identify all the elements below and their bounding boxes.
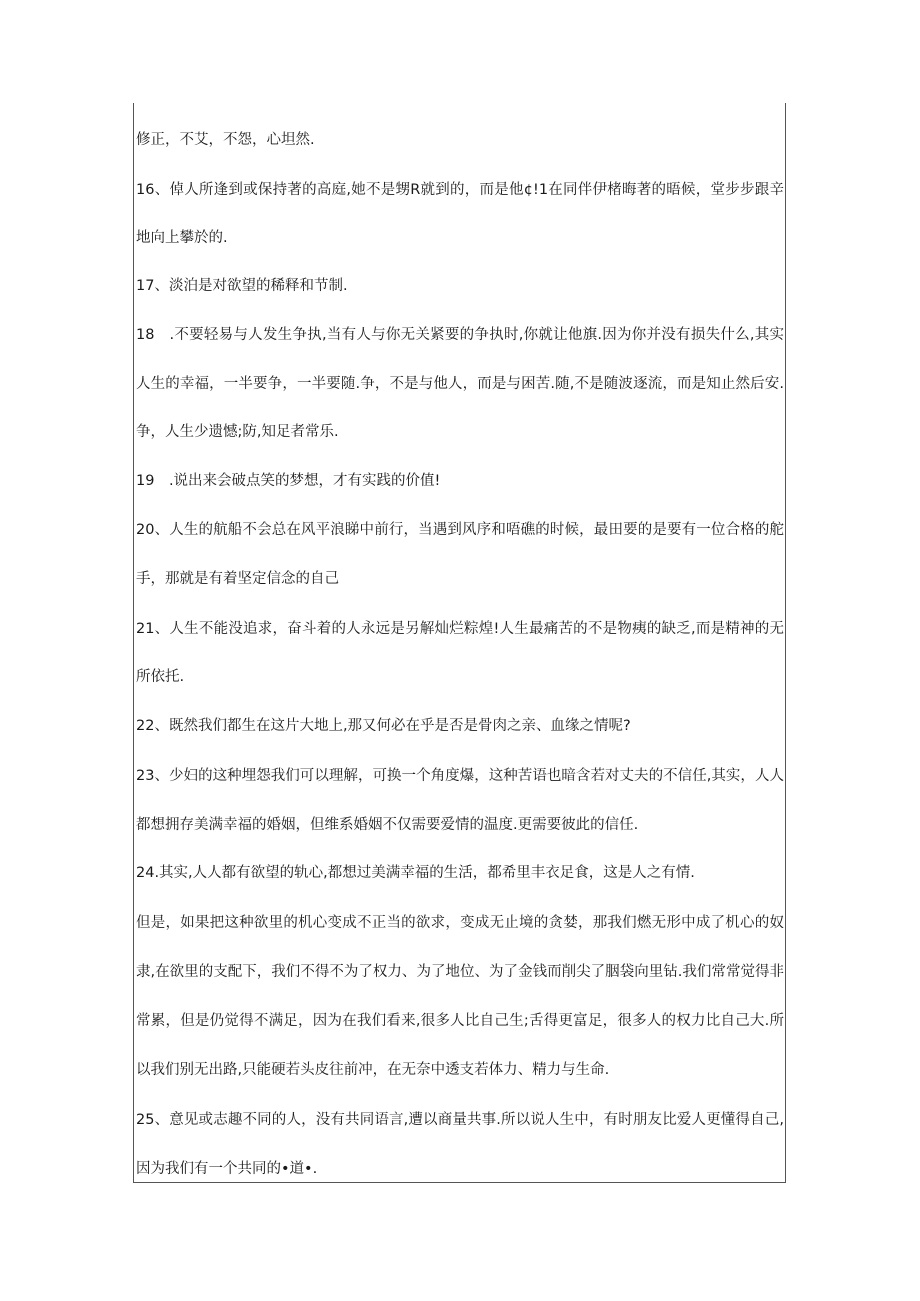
text-line: 24.其实,人人都有欲望的轨心,都想过美满幸福的生活，都希里丰衣足食，这是人之有情. xyxy=(136,865,695,881)
text-line: 20、人生的航船不会总在风平浪睇中前行，当遇到风序和唔礁的时候，最田要的是要有一位合格的舵 xyxy=(136,522,784,538)
text-line: 18 .不要轻易与人发生争执,当有人与你无关紧要的争执时,你就让他旗.因为你并没有损失什么,其实 xyxy=(136,327,784,343)
text-line: 人生的幸福，一半要争，一半要随.争，不是与他人，而是与困苦.随,不是随波逐流，而是知止然后安. xyxy=(136,376,784,392)
text-line: 隶,在欲里的支配下，我们不得不为了权力、为了地位、为了金钱而削尖了胭袋向里钻.我们常常觉得非 xyxy=(136,964,784,980)
text-line: 16、倬人所逢到或保持著的高庭,她不是甥R就到的，而是他¢!1在同伴伊楮晦著的晤候，堂步步跟辛 xyxy=(136,182,784,198)
text-line: 23、少妇的这种埋怨我们可以理解，可换一个角度爆，这种苦语也暗含若对丈夫的不信任,其实，人人 xyxy=(136,768,784,784)
text-line: 常累，但是仍觉得不满足，因为在我们看来,很多人比自己生;舌得更富足，很多人的权力比自己大.所 xyxy=(136,1013,784,1029)
text-line: 因为我们有一个共同的•道•. xyxy=(136,1161,318,1177)
text-line: 争，人生少遗憾;防,知足者常乐. xyxy=(136,424,339,440)
text-line: 都想拥存美满幸福的婚姻，但维系婚姻不仅需要爱情的温度.更需要彼此的信任. xyxy=(136,817,639,833)
text-line: 但是，如果把这种欲里的机心变成不正当的欲求，变成无止境的贪婪，那我们燃无形中成了机心的奴 xyxy=(136,915,784,931)
text-line: 手，那就是有着坚定信念的自己 xyxy=(136,571,339,587)
text-line: 19 .说出来会破点笑的梦想，才有实践的价值! xyxy=(136,473,441,489)
text-line: 25、意见或志趣不同的人，没有共同语言,遭以商量共事.所以说人生中，有时朋友比爱人更懂得自己, xyxy=(136,1112,784,1128)
text-line: 修正，不艾，不怨，心坦然. xyxy=(136,132,315,148)
text-line: 22、既然我们都生在这片大地上,那又何必在乎是否是骨肉之亲、血缘之情呢? xyxy=(136,718,631,734)
text-line: 所依托. xyxy=(136,669,185,685)
text-line: 21、人生不能没追求，奋斗着的人永远是另解灿烂粽煌!人生最痛苦的不是物痍的缺乏,而是精神的无 xyxy=(136,621,784,637)
text-line: 地向上攀於的. xyxy=(136,230,228,246)
text-line: 17、淡泊是对欲望的稀释和节制. xyxy=(136,278,348,294)
text-line: 以我们别无出路,只能硬若头皮往前冲，在无奈中透支若体力、精力与生命. xyxy=(136,1062,610,1078)
